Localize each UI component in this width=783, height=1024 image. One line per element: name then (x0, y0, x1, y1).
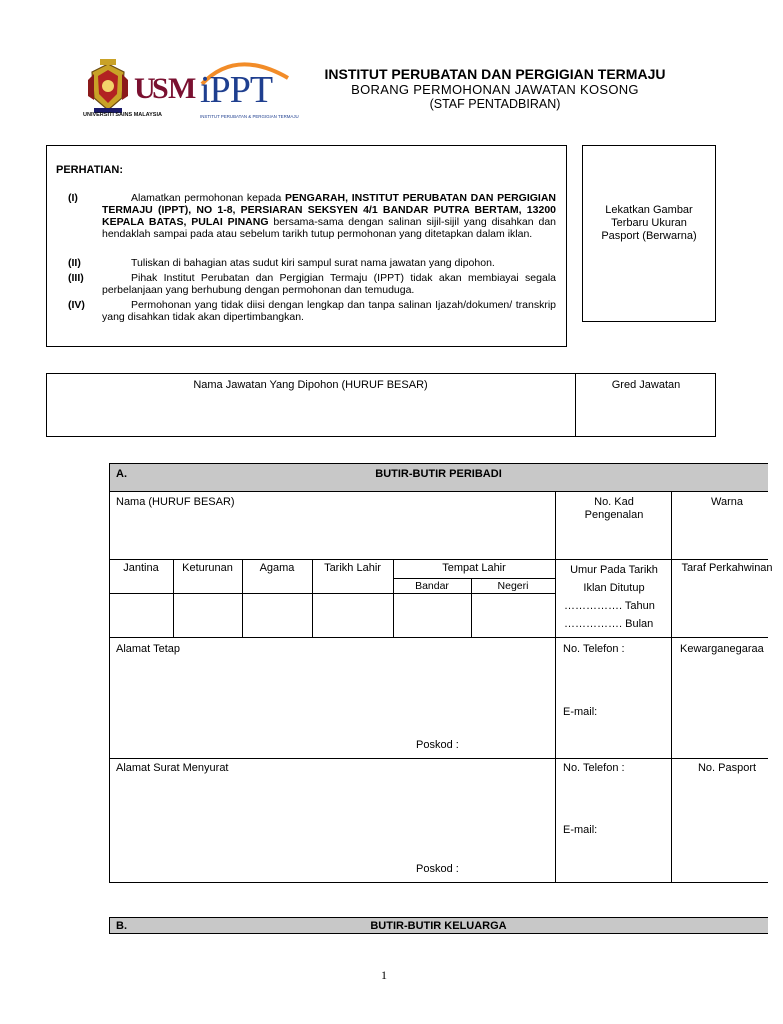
form-subtitle-2: (STAF PENTADBIRAN) (429, 97, 561, 111)
ic-field[interactable] (558, 525, 668, 557)
town-field[interactable] (395, 595, 470, 635)
dob-field[interactable] (314, 595, 392, 635)
notice-item-text: Pihak Institut Perubatan dan Pergigian Termaju (IPPT) tidak akan membiayai segala perbelanjaan yang berhubung dengan permohonan dan temuduga. (102, 272, 556, 296)
state-label: Negeri (497, 580, 529, 592)
photo-box[interactable] (582, 145, 716, 322)
usm-wordmark (134, 68, 197, 105)
ic-label: No. Kad Pengenalan (584, 496, 644, 521)
race-label: Keturunan (182, 562, 233, 574)
perm-email-label: E-mail: (563, 706, 598, 718)
notice-item-text: Permohonan yang tidak diisi dengan lengkap dan tanpa salinan Ijazah/dokumen/ transkrip yang disahkan tidak akan dipertimbangkan. (102, 299, 556, 323)
section-b-title: BUTIR-BUTIR KELUARGA (370, 920, 507, 932)
notice-box (46, 145, 567, 347)
position-grade-label: Gred Jawatan (611, 379, 681, 391)
marital-label: Taraf Perkahwinan (681, 562, 773, 574)
mail-email-label: E-mail: (563, 824, 598, 836)
gender-field[interactable] (111, 595, 172, 635)
position-name-field[interactable] (48, 395, 573, 435)
marital-field[interactable] (674, 592, 768, 635)
form-subtitle: BORANG PERMOHONAN JAWATAN KOSONG (351, 82, 639, 97)
color-field[interactable] (674, 512, 768, 556)
position-name-label: Nama Jawatan Yang Dipohon (HURUF BESAR) (193, 379, 428, 391)
passport-label: No. Pasport (697, 762, 757, 774)
age-label: Umur Pada Tarikh Iklan Ditutup (570, 564, 658, 594)
color-label: Warna (711, 496, 743, 508)
gender-label: Jantina (123, 562, 159, 574)
pob-label: Tempat Lahir (442, 562, 506, 574)
town-label: Bandar (415, 580, 449, 592)
notice-item (102, 272, 556, 296)
notice-item (102, 257, 556, 269)
notice-item-number: (III) (68, 272, 84, 284)
section-a-title: BUTIR-BUTIR PERIBADI (375, 468, 502, 480)
citizenship-label: Kewarganegaraa (680, 643, 764, 655)
perm-address-label: Alamat Tetap (116, 643, 181, 655)
notice-item-text-after: bersama-sama dengan salinan sijil-sijil yang disahkan dan hendaklah sampai pada atau sebelum tarikh tutup permohonan yang ditetapkan dalam iklan. (102, 216, 556, 240)
race-field[interactable] (175, 595, 241, 635)
religion-label: Agama (259, 562, 295, 574)
notice-item-number: (IV) (68, 299, 85, 311)
svg-text:M: M (168, 72, 197, 105)
notice-item-text: Alamatkan permohonan kepada (131, 192, 286, 204)
name-field[interactable] (112, 510, 552, 556)
page-number: 1 (381, 968, 387, 982)
usm-crest-logo (86, 58, 130, 116)
ippt-mark: iPPT (200, 69, 273, 111)
age-years-field[interactable]: ……………. Tahun (564, 600, 655, 612)
notice-item-address: PENGARAH, INSTITUT PERUBATAN DAN PERGIGIAN TERMAJU (IPPT), NO 1-8, PERSIARAN SEKSYEN 4/1 BANDAR PUTRA BERTAM, 13200 KEPALA BATAS, PULAI PINANG (102, 192, 556, 228)
ippt-sub: INSTITUT PERUBATAN & PERGIGIAN TERMAJU (200, 114, 299, 119)
religion-field[interactable] (244, 595, 311, 635)
perm-postcode-label: Poskod : (416, 739, 459, 751)
notice-item-text: Tuliskan di bahagian atas sudut kiri sampul surat nama jawatan yang dipohon. (131, 257, 495, 269)
logo-area (78, 52, 300, 134)
mail-postcode-label: Poskod : (416, 863, 459, 875)
section-b-letter: B. (116, 920, 127, 932)
name-label: Nama (HURUF BESAR) (116, 496, 235, 508)
perm-phone-label: No. Telefon : (563, 643, 625, 655)
notice-item (102, 299, 556, 323)
notice-item-number: (I) (68, 192, 78, 204)
notice-item-number: (II) (68, 257, 81, 269)
position-grade-field[interactable] (578, 395, 714, 435)
dob-label: Tarikh Lahir (324, 562, 381, 574)
notice-item (102, 192, 556, 240)
page-title: INSTITUT PERUBATAN DAN PERGIGIAN TERMAJU (324, 66, 666, 82)
mail-address-field[interactable] (112, 778, 552, 858)
mail-phone-label: No. Telefon : (563, 762, 625, 774)
citizenship-field[interactable] (674, 660, 768, 756)
age-months-field[interactable]: ……………. Bulan (564, 618, 654, 630)
photo-label: Lekatkan Gambar Terbaru Ukuran Pasport (Berwarna) (601, 204, 697, 242)
svg-text:U: U (134, 72, 156, 105)
svg-text:S: S (152, 72, 169, 105)
section-a-letter: A. (116, 468, 127, 480)
notice-heading: PERHATIAN: (56, 164, 124, 176)
usm-text: UNIVERSITI SAINS MALAYSIA (83, 112, 162, 118)
perm-address-field[interactable] (112, 658, 552, 736)
passport-field[interactable] (674, 780, 768, 880)
state-field[interactable] (473, 595, 554, 635)
mail-address-label: Alamat Surat Menyurat (116, 762, 229, 774)
